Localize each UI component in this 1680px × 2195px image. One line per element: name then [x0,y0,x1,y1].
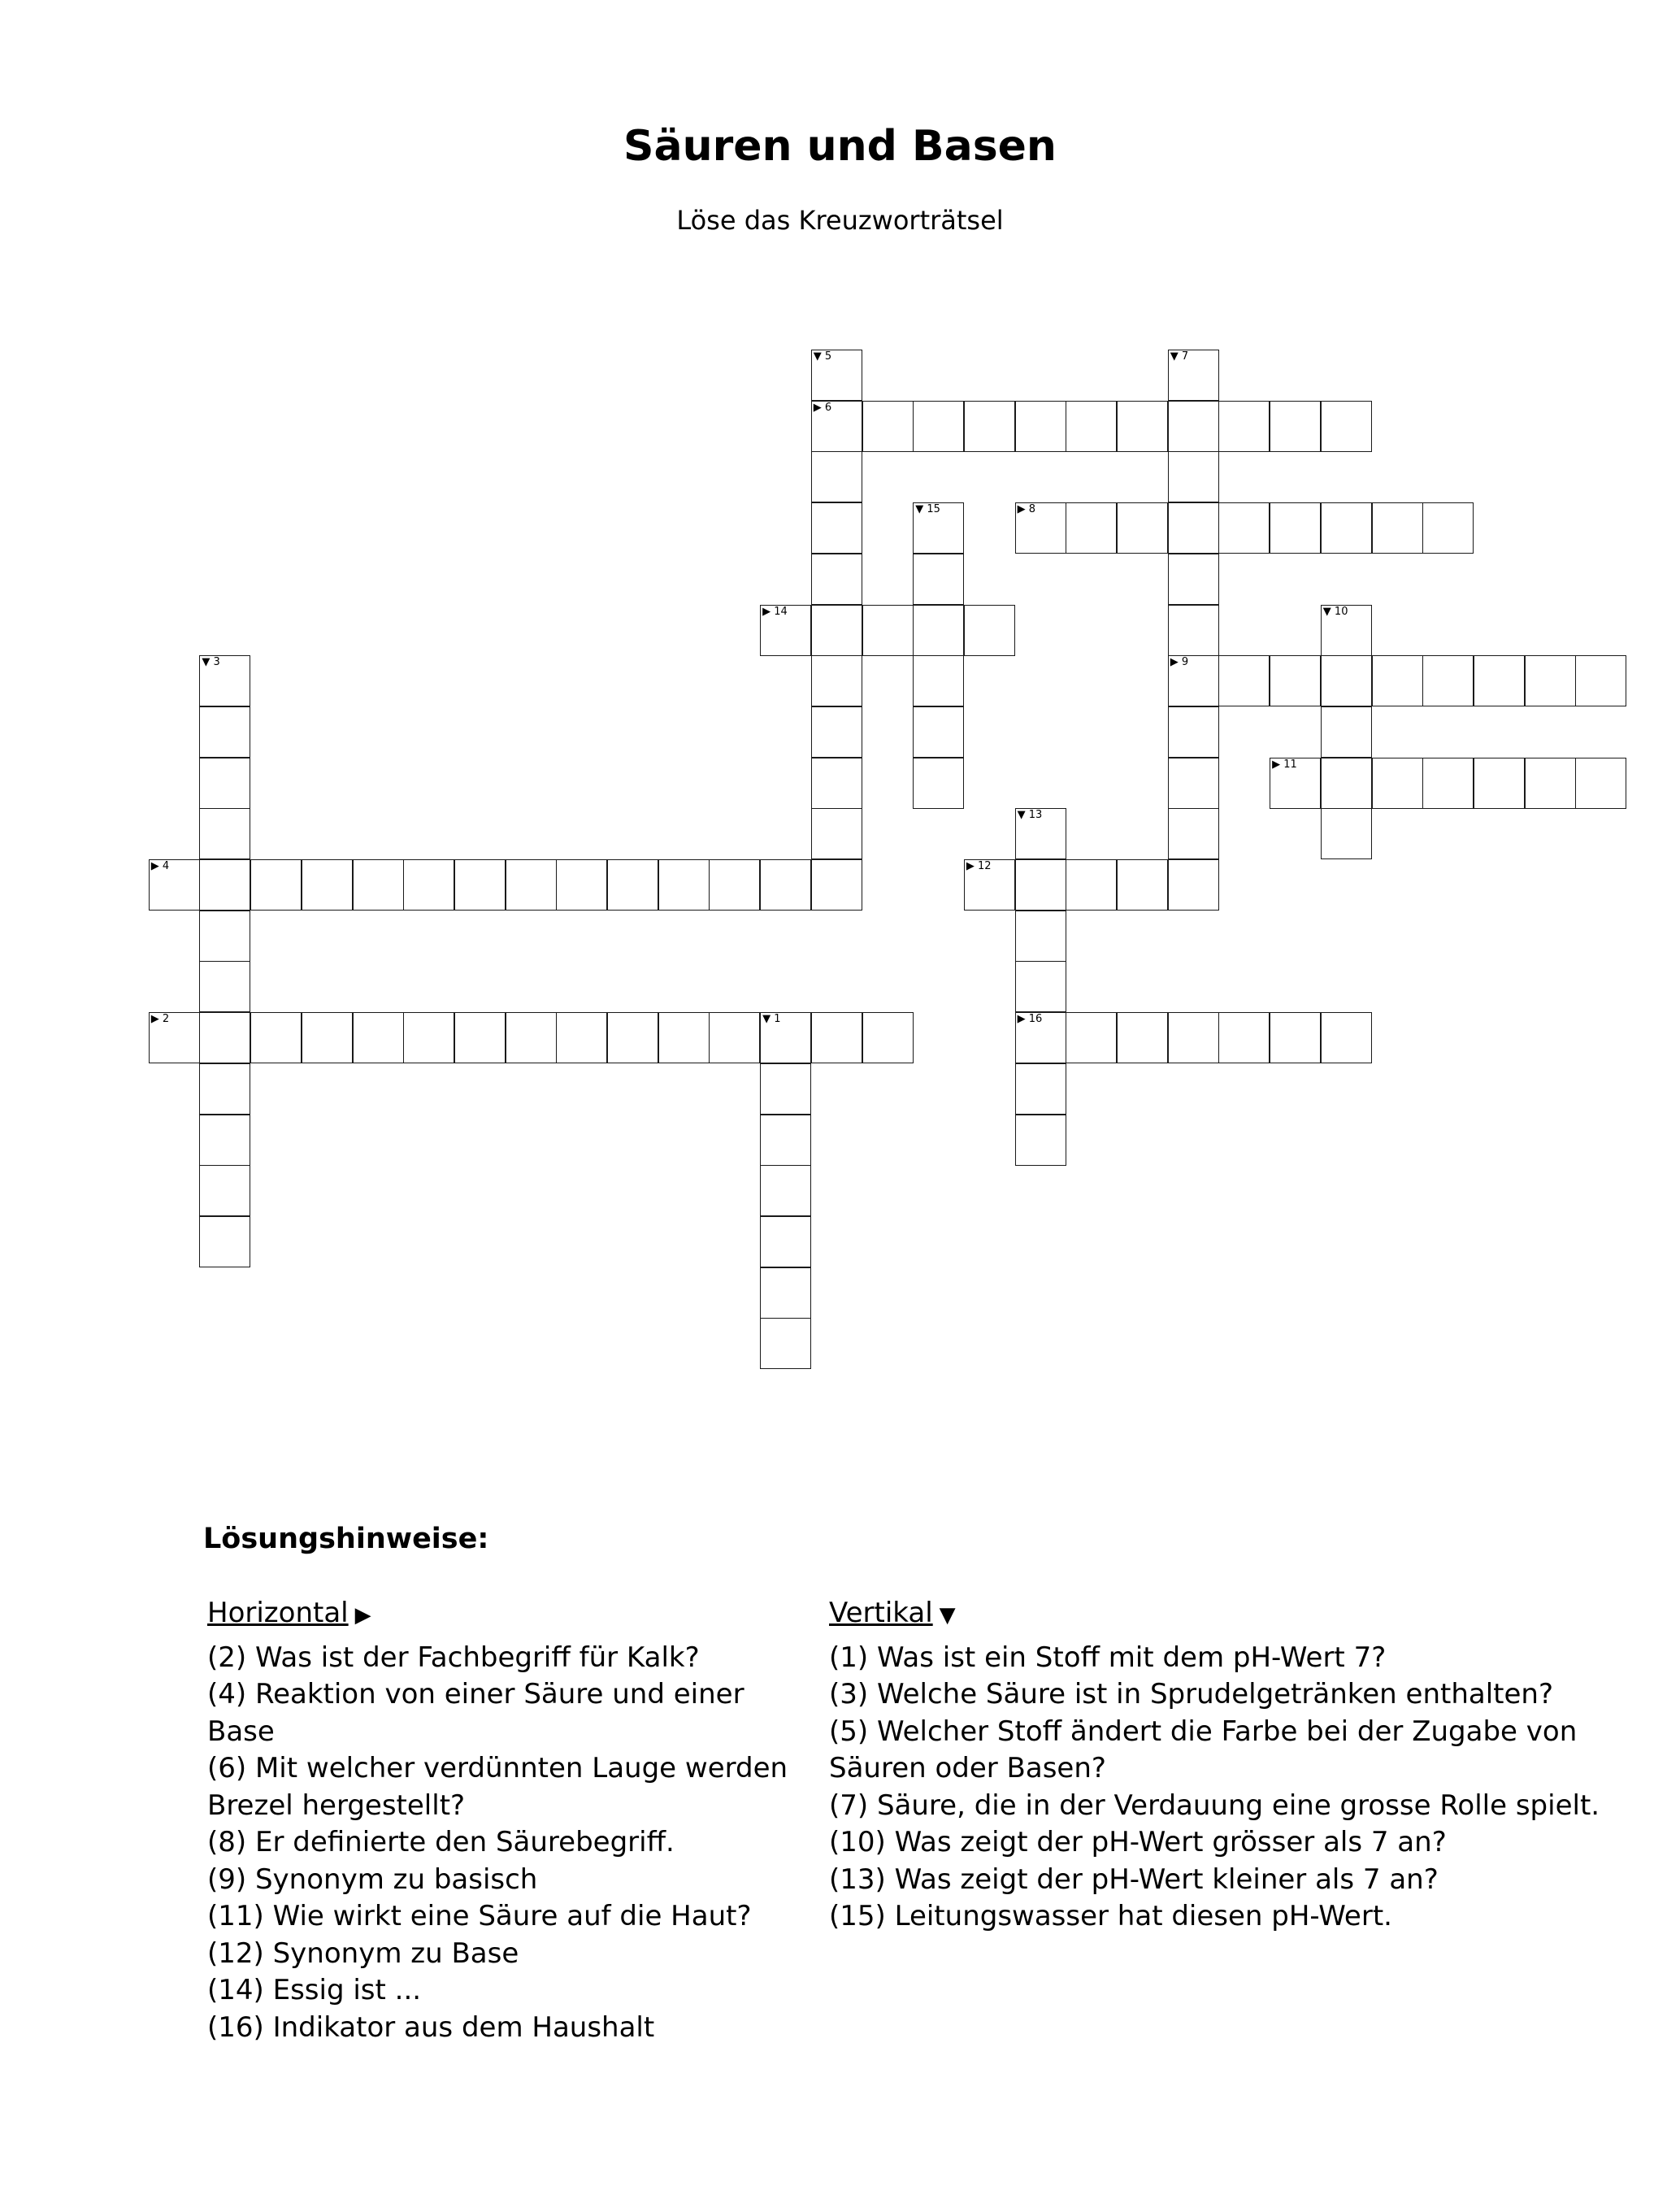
crossword-cell[interactable] [1218,1012,1270,1063]
crossword-cell[interactable] [1270,401,1321,452]
crossword-cell[interactable] [913,554,964,605]
clue-number: ▼ 3 [202,656,220,669]
clue-number: ▶ 6 [813,401,832,414]
crossword-cell[interactable] [556,1012,607,1063]
clue-item: (11) Wie wirkt eine Säure auf die Haut? [207,1900,752,1932]
crossword-cell[interactable] [1525,655,1576,706]
page-subtitle: Löse das Kreuzworträtsel [676,205,1004,236]
horizontal-clues [207,1595,809,2046]
crossword-cell[interactable] [913,655,964,706]
crossword-cell[interactable] [1117,401,1168,452]
crossword-cell[interactable] [964,401,1015,452]
crossword-cell[interactable] [1372,502,1423,554]
clue-item: (12) Synonym zu Base [207,1936,519,1970]
crossword-cell[interactable] [1474,655,1525,706]
crossword-cell[interactable] [760,1063,811,1115]
crossword-cell[interactable] [811,451,862,502]
crossword-cell[interactable] [658,859,710,911]
crossword-cell[interactable] [1168,808,1219,859]
crossword-cell[interactable] [1372,758,1423,809]
crossword-cell[interactable] [1168,655,1219,706]
crossword-cell[interactable] [149,859,200,911]
crossword-cell[interactable] [1525,758,1576,809]
crossword-cell[interactable] [1321,758,1372,809]
crossword-cell[interactable] [1015,1063,1066,1115]
crossword-cell[interactable] [1168,401,1219,452]
clue-item: (3) Welche Säure ist in Sprudelgetränken enthalten? [829,1678,1554,1710]
crossword-cell[interactable] [1270,502,1321,554]
crossword-cell[interactable] [1575,758,1626,809]
crossword-cell[interactable] [1168,859,1219,911]
crossword-cell[interactable] [506,1012,557,1063]
crossword-cell[interactable] [250,859,302,911]
crossword-cell[interactable] [1015,1012,1066,1063]
crossword-cell[interactable] [811,350,862,401]
clue-number: ▶ 11 [1272,758,1297,771]
clue-number: ▶ 14 [762,605,788,618]
clue-item: (13) Was zeigt der pH-Wert kleiner als 7 an? [829,1862,1439,1896]
crossword-cell[interactable] [1218,502,1270,554]
crossword-cell[interactable] [302,1012,353,1063]
clue-number: ▶ 2 [150,1013,170,1026]
crossword-cell[interactable] [811,554,862,605]
crossword-cell[interactable] [1422,655,1474,706]
arrow-down-icon: ▼ [939,1603,956,1628]
vertical-heading [829,1595,1609,1635]
crossword-cell[interactable] [1218,401,1270,452]
crossword-cell[interactable] [199,655,250,706]
clue-item: (6) Mit welcher verdünnten Lauge werden Brezel hergestellt? [207,1752,788,1822]
crossword-cell[interactable] [1321,808,1372,859]
clue-item: (14) Essig ist ... [207,1974,422,2006]
crossword-cell[interactable] [149,1012,200,1063]
crossword-cell[interactable] [760,605,811,656]
clue-item: (15) Leitungswasser hat diesen pH-Wert. [829,1900,1392,1932]
crossword-cell[interactable] [1168,605,1219,656]
crossword-cell[interactable] [1270,655,1321,706]
clue-number: ▶ 9 [1170,656,1189,669]
crossword-cell[interactable] [454,1012,506,1063]
crossword-cell[interactable] [760,1165,811,1216]
crossword-cell[interactable] [964,605,1015,656]
clue-number: ▶ 8 [1017,503,1035,516]
crossword-cell[interactable] [658,1012,710,1063]
crossword-cell[interactable] [862,605,914,656]
crossword-cell[interactable] [760,1012,811,1063]
crossword-cell[interactable] [1321,605,1372,656]
crossword-cell[interactable] [199,1012,250,1063]
crossword-cell[interactable] [1168,502,1219,554]
clue-number: ▼ 7 [1170,350,1189,363]
horizontal-heading [207,1595,809,1635]
crossword-cell[interactable] [1218,655,1270,706]
clue-number: ▼ 13 [1017,809,1043,822]
clue-item: (4) Reaktion von einer Säure und einer Base [207,1678,744,1748]
crossword-cell[interactable] [1168,758,1219,809]
vertical-label: Vertikal [829,1597,933,1629]
clue-item: (2) Was ist der Fachbegriff für Kalk? [207,1641,700,1674]
crossword-cell[interactable] [1015,808,1066,859]
crossword-cell[interactable] [1321,706,1372,758]
crossword-cell[interactable] [811,859,862,911]
crossword-cell[interactable] [1168,350,1219,401]
crossword-cell[interactable] [403,859,454,911]
vertical-clues [829,1595,1609,1936]
clue-number: ▼ 5 [813,350,832,363]
crossword-cell[interactable] [1117,502,1168,554]
crossword-cell[interactable] [1015,401,1066,452]
crossword-cell[interactable] [760,1216,811,1267]
crossword-cell[interactable] [811,401,862,452]
clue-item: (1) Was ist ein Stoff mit dem pH-Wert 7? [829,1641,1387,1674]
crossword-cell[interactable] [199,1165,250,1216]
crossword-cell[interactable] [913,401,964,452]
crossword-cell[interactable] [1066,859,1117,911]
crossword-cell[interactable] [913,758,964,809]
crossword-cell[interactable] [1321,655,1372,706]
crossword-cell[interactable] [506,859,557,911]
crossword-cell[interactable] [199,859,250,911]
clue-number: ▼ 1 [762,1013,781,1026]
crossword-cell[interactable] [1372,655,1423,706]
crossword-cell[interactable] [403,1012,454,1063]
crossword-cell[interactable] [1066,401,1117,452]
crossword-cell[interactable] [199,911,250,962]
horizontal-label: Horizontal [207,1597,349,1629]
clue-item: (8) Er definierte den Säurebegriff. [207,1826,675,1858]
crossword-cell[interactable] [1168,451,1219,502]
crossword-cell[interactable] [1168,554,1219,605]
crossword-cell[interactable] [913,706,964,758]
crossword-cell[interactable] [709,1012,760,1063]
hints-heading: Lösungshinweise: [203,1523,489,1555]
crossword-cell[interactable] [1117,1012,1168,1063]
crossword-cell[interactable] [1168,1012,1219,1063]
crossword-cell[interactable] [1168,706,1219,758]
crossword-cell[interactable] [811,758,862,809]
arrow-right-icon: ▶ [354,1603,371,1628]
crossword-cell[interactable] [556,859,607,911]
crossword-cell[interactable] [811,706,862,758]
crossword-cell[interactable] [1117,859,1168,911]
crossword-cell[interactable] [302,859,353,911]
crossword-cell[interactable] [1066,1012,1117,1063]
crossword-cell[interactable] [1422,502,1474,554]
clue-item: (7) Säure, die in der Verdauung eine grosse Rolle spielt. [829,1789,1600,1822]
clue-number: ▼ 15 [915,503,940,516]
clue-item: (16) Indikator aus dem Haushalt [207,2010,655,2044]
crossword-cell[interactable] [964,859,1015,911]
crossword-cell[interactable] [1270,758,1321,809]
crossword-cell[interactable] [862,1012,914,1063]
crossword-cell[interactable] [1321,502,1372,554]
crossword-cell[interactable] [250,1012,302,1063]
crossword-cell[interactable] [760,859,811,911]
clue-number: ▶ 12 [966,860,992,872]
clue-number: ▼ 10 [1322,605,1348,618]
crossword-cell[interactable] [709,859,760,911]
crossword-cell[interactable] [913,502,964,554]
crossword-cell[interactable] [811,502,862,554]
crossword-cell[interactable] [1015,961,1066,1012]
crossword-cell[interactable] [353,859,404,911]
crossword-cell[interactable] [811,655,862,706]
crossword-cell[interactable] [199,758,250,809]
crossword-cell[interactable] [1321,401,1372,452]
crossword-cell[interactable] [1015,859,1066,911]
crossword-cell[interactable] [1015,911,1066,962]
clue-item: (10) Was zeigt der pH-Wert grösser als 7 an? [829,1826,1447,1858]
crossword-cell[interactable] [1321,1012,1372,1063]
crossword-cell[interactable] [1015,502,1066,554]
crossword-cell[interactable] [199,961,250,1012]
crossword-cell[interactable] [607,859,658,911]
crossword-cell[interactable] [760,1267,811,1319]
crossword-cell[interactable] [811,605,862,656]
crossword-cell[interactable] [811,808,862,859]
crossword-cell[interactable] [760,1115,811,1166]
crossword-cell[interactable] [199,808,250,859]
crossword-cell[interactable] [1270,1012,1321,1063]
crossword-cell[interactable] [199,706,250,758]
crossword-cell[interactable] [1474,758,1525,809]
page-title: Säuren und Basen [623,122,1057,171]
crossword-cell[interactable] [862,401,914,452]
crossword-cell[interactable] [199,1216,250,1267]
crossword-cell[interactable] [199,1063,250,1115]
clue-number: ▶ 4 [150,860,170,872]
crossword-cell[interactable] [811,1012,862,1063]
crossword-cell[interactable] [913,605,964,656]
crossword-cell[interactable] [760,1318,811,1369]
crossword-cell[interactable] [607,1012,658,1063]
crossword-cell[interactable] [454,859,506,911]
clue-item: (5) Welcher Stoff ändert die Farbe bei der Zugabe von Säuren oder Basen? [829,1715,1578,1784]
clue-number: ▶ 16 [1017,1013,1043,1026]
crossword-cell[interactable] [199,1115,250,1166]
crossword-cell[interactable] [1422,758,1474,809]
crossword-cell[interactable] [1066,502,1117,554]
clue-item: (9) Synonym zu basisch [207,1862,538,1896]
crossword-cell[interactable] [353,1012,404,1063]
crossword-cell[interactable] [1015,1115,1066,1166]
crossword-cell[interactable] [1575,655,1626,706]
